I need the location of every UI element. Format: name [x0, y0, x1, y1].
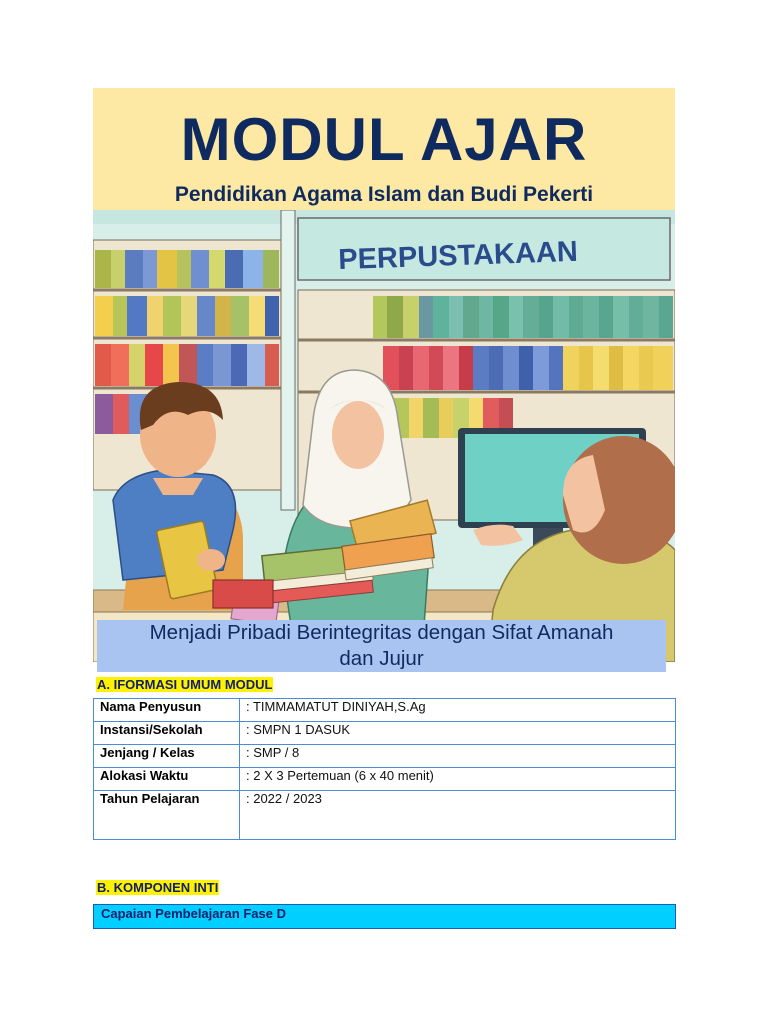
row-value: : SMP / 8: [246, 745, 300, 760]
row-value: : TIMMAMATUT DINIYAH,S.Ag: [246, 699, 426, 714]
section-a-heading: A. IFORMASI UMUM MODUL: [97, 677, 273, 692]
general-info-table: [93, 698, 676, 840]
library-illustration: [93, 210, 675, 662]
table-row: [94, 745, 676, 768]
cover-banner: [93, 88, 675, 662]
subject-title: Pendidikan Agama Islam dan Budi Pekerti: [174, 183, 594, 206]
section-b-heading: B. KOMPONEN INTI: [97, 880, 219, 895]
row-value: : 2 X 3 Pertemuan (6 x 40 menit): [246, 768, 434, 783]
module-theme: [97, 620, 666, 672]
theme-line-1: Menjadi Pribadi Berintegritas dengan Sifat Amanah: [149, 621, 614, 644]
row-label: Nama Penyusun: [94, 699, 240, 722]
row-label: Tahun Pelajaran: [94, 791, 240, 814]
library-sign: [298, 218, 670, 280]
table-row: [94, 791, 676, 814]
row-label: Alokasi Waktu: [94, 768, 240, 791]
row-value: : 2022 / 2023: [246, 791, 322, 806]
row-value: : SMPN 1 DASUK: [246, 722, 351, 737]
learning-outcome-bar: Capaian Pembelajaran Fase D: [93, 904, 676, 929]
table-row: [94, 722, 676, 745]
row-label: Jenjang / Kelas: [94, 745, 240, 768]
module-title: MODUL AJAR: [180, 106, 588, 173]
row-label: Instansi/Sekolah: [94, 722, 240, 745]
table-spacer-row: [94, 813, 676, 840]
table-row: [94, 768, 676, 791]
library-sign-text: PERPUSTAKAAN: [337, 235, 579, 277]
table-row: [94, 699, 676, 722]
theme-line-2: dan Jujur: [339, 647, 424, 670]
